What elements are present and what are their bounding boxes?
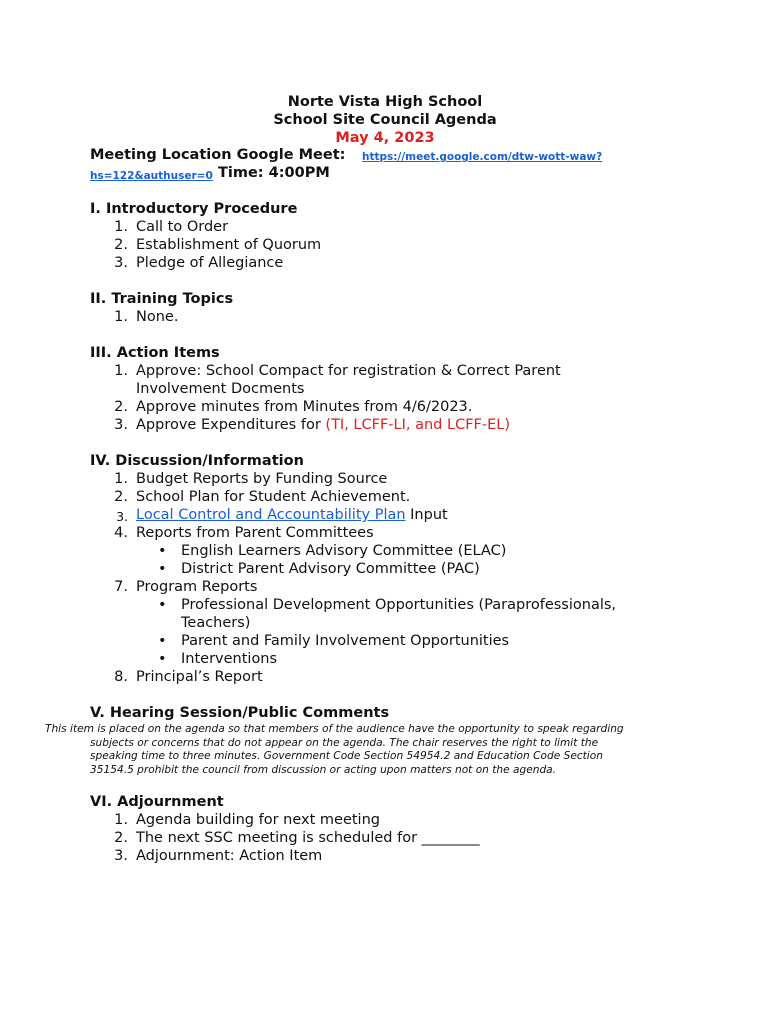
- meeting-link-part1[interactable]: https://meet.google.com/dtw-wott-waw?: [362, 151, 603, 163]
- meeting-time: Time: 4:00PM: [218, 165, 330, 181]
- agenda-page: Norte Vista High School School Site Council Agenda May 4, 2023 Meeting Location Google Meet: https://meet.google.com/dtw-wott-waw? hs=122&authuser=0 Time: 4:00PM I. Introductory Procedure 1. Call to Order 2. Establishment of Quorum 3. Pledge of Allegiance II. Training Topics 1. None. III. Action Items 1. Approve: School Compact for registration & Correct Parent Involvement Docments 2. Approve minutes from Minutes from 4/6/2023. 3. Approve Expenditures for (TI, LCFF-LI, and LCFF-EL) IV. Discussion/Information 1. Budget Reports by Funding Source 2. School Plan for Student Achievement. 3. Local Control and Accountability Plan Input 4. Reports from Parent Committees • English Learners Advisory Committee (ELAC) • District Parent Advisory Committee (PAC) 7. Program Reports • Professional Development Opportunities (Paraprofessionals, Teachers) • Parent and Family Involvement Opportunities • Interventions 8. Principal’s Report V. Hearing Session/Public Comments This item is placed on the agenda so that members of the audience have the opportunity to speak regarding subjects or concerns that do not appear on the agenda. The chair reserves the right to limit the speaking time to three minutes. Government Code Section 54954.2 and Education Code Section 35154.5 prohibit the council from discussion or acting upon matters not on the agenda. VI. Adjournment 1. Agenda building for next meeting 2. The next SSC meeting is scheduled for ________ 3. Adjournment: Action Item: [0, 0, 770, 1024]
- section-heading-action-items: III. Action Items: [90, 345, 220, 361]
- section-heading-hearing: V. Hearing Session/Public Comments: [90, 705, 390, 721]
- lcap-link[interactable]: Local Control and Accountability Plan: [136, 507, 406, 523]
- hearing-note-line: speaking time to three minutes. Government Code Section 54954.2 and Education Code Section: [90, 750, 603, 762]
- meeting-date: May 4, 2023: [335, 130, 435, 146]
- section-heading-introductory: I. Introductory Procedure: [90, 201, 298, 217]
- section-heading-discussion: IV. Discussion/Information: [90, 453, 304, 469]
- funding-sources: (TI, LCFF-LI, and LCFF-EL): [325, 417, 511, 433]
- meeting-location-label: Meeting Location Google Meet:: [90, 147, 346, 163]
- meeting-link-part2[interactable]: hs=122&authuser=0: [90, 170, 213, 182]
- school-name: Norte Vista High School: [287, 94, 483, 110]
- hearing-note-line: This item is placed on the agenda so that members of the audience have the opportunity to speak regarding: [45, 723, 624, 735]
- hearing-note-line: 35154.5 prohibit the council from discussion or acting upon matters not on the agenda.: [90, 764, 557, 776]
- hearing-note-line: subjects or concerns that do not appear on the agenda. The chair reserves the right to limit the: [90, 737, 599, 749]
- section-heading-adjournment: VI. Adjournment: [90, 794, 224, 810]
- section-heading-training: II. Training Topics: [90, 291, 234, 307]
- agenda-title: School Site Council Agenda: [273, 112, 497, 128]
